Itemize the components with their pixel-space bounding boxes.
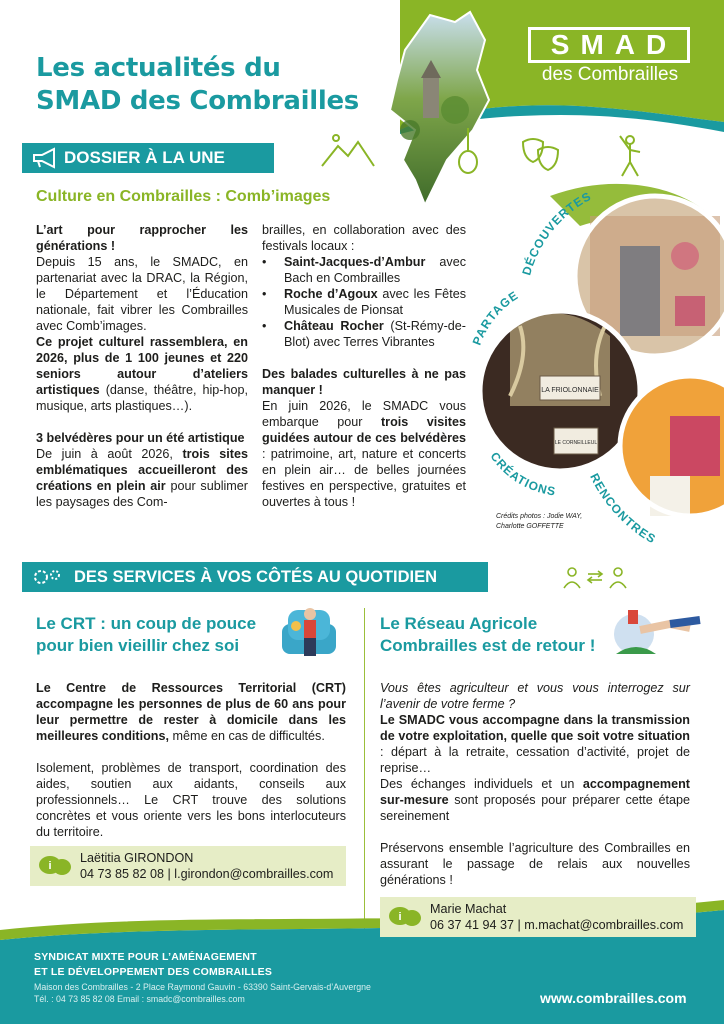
title-line-1: Les actualités du [36, 53, 281, 83]
label-decouvertes: DÉCOUVERTES [519, 188, 594, 277]
smad-logo [528, 27, 690, 63]
theatre-masks-icon [523, 139, 558, 170]
website-link[interactable]: www.combrailles.com [540, 990, 687, 1006]
svg-text:i: i [398, 911, 402, 923]
logo-main-text: SMAD [550, 29, 678, 60]
label-creations: CRÉATIONS [487, 449, 558, 499]
p4-bold: trois visites guidées autour de ces belvédères [262, 415, 466, 445]
agri-body: Vous êtes agriculteur et vous vous interrogez sur l’avenir de votre ferme ? Le SMADC vous accompagne dans la transmission de votre exploitation, quelle que soit votre situation : départ à la retraite, cessation d’activité, projet de reprise… Des échanges individuels et un accompagnement sur-mesure sont proposés pour préparer cette étape sereinement Préservons ensemble l’agriculture des Combrailles en assurant le passage de relais aux nouvelles générations ! [380, 681, 690, 887]
dossier-column-a [36, 222, 248, 510]
p3-heading: 3 belvédères pour un été artistique [36, 431, 245, 445]
p1-heading: L’art pour rapprocher les générations ! [36, 223, 248, 253]
agri-contact-name: Marie Machat [430, 902, 507, 916]
p3-text-a: De juin à août 2026, [36, 447, 183, 461]
senior-armchair-illustration [278, 600, 340, 664]
photo-credits: Crédits photos : Jodie WAY, Charlotte GOFFETTE [496, 513, 583, 530]
svg-text:LA FRIOLONNAIE: LA FRIOLONNAIE [541, 387, 599, 394]
exchange-people-icon [562, 564, 628, 590]
services-banner-label: DES SERVICES À VOS CÔTÉS AU QUOTIDIEN [74, 567, 438, 586]
p2-text: (danse, théâtre, hip-hop, musique, arts plastiques…). [36, 383, 248, 413]
crt-body: Le Centre de Ressources Territorial (CRT) accompagne les personnes de plus de 60 ans pour leur permettre de rester à domicile dans les meilleures conditions, même en cas de difficultés. Isolement, problèmes de transport, coordination des aides, soutien aux aidants, conseils aux professionnels… Le CRT trouve des solutions concrètes et vous oriente vers les bons interlocuteurs du territoire. [36, 681, 346, 839]
p4-heading: Des balades culturelles à ne pas manquer ! [262, 367, 466, 397]
agri-title: Le Réseau Agricole Combrailles est de retour ! [380, 614, 596, 655]
mountain-icon [322, 135, 374, 166]
agri-contact-info[interactable]: 06 37 41 94 37 | m.machat@combrailles.com [430, 918, 684, 932]
logo-subtitle: des Combrailles [541, 64, 679, 85]
sign-corneilleul [554, 428, 598, 454]
crt-contact-info[interactable]: 04 73 85 82 08 | l.girondon@combrailles.com [80, 867, 334, 881]
info-chat-icon [38, 853, 72, 879]
dossier-column-b [262, 222, 466, 510]
svg-text:i: i [48, 860, 52, 872]
crt-title: Le CRT : un coup de pouce pour bien vieillir chez soi [36, 614, 257, 655]
title-line-2: SMAD des Combrailles [36, 86, 359, 116]
label-partage: PARTAGE [470, 288, 521, 348]
gears-icon [30, 566, 66, 588]
p4-text-a: En juin 2026, le SMADC vous embarque pour [262, 399, 466, 429]
list-item: • Roche d’Agoux avec les Fêtes Musicales de Pionsat [262, 286, 466, 318]
festival-list [262, 254, 466, 350]
megaphone-icon [30, 147, 60, 169]
list-item: • Château Rocher (St-Rémy-de-Blot) avec Terres Vibrantes [262, 318, 466, 350]
culture-icons [318, 122, 648, 182]
footer-organization: SYNDICAT MIXTE POUR L’AMÉNAGEMENT ET LE DÉVELOPPEMENT DES COMBRAILLES [34, 951, 273, 978]
label-rencontres: RENCONTRES [587, 471, 659, 547]
p3-text-b: pour sublimer les paysages des Com- [36, 479, 248, 509]
footer-address: Maison des Combrailles - 2 Place Raymond Gauvin - 63390 Saint-Gervais-d’Auvergne Tél. : 04 73 85 82 08 Email : smadc@combrailles.com [34, 982, 371, 1004]
p1-text: Depuis 15 ans, le SMADC, en partenariat avec la DRAC, la Région, le Département et l’Éducation nationale, fait vibrer les Combrailles avec Comb’images. [36, 255, 248, 333]
services-banner [22, 562, 488, 592]
sign-friolonnaie [540, 376, 600, 400]
guitar-icon [459, 128, 477, 173]
svg-text:LE CORNEILLEUL: LE CORNEILLEUL [554, 440, 598, 446]
p2-bold: Ce projet culturel rassemblera, en 2026, plus de 1 100 jeunes et 220 seniors autour d’ateliers artistiques [36, 335, 248, 397]
crt-contact-name: Laëtitia GIRONDON [80, 851, 194, 865]
agri-contact-box [380, 897, 696, 937]
info-chat-icon [388, 904, 422, 930]
colb-intro: brailles, en collaboration avec des festivals locaux : [262, 223, 466, 253]
list-item: • Saint-Jacques-d’Ambur avec Bach en Combrailles [262, 254, 466, 286]
performer-icon [620, 136, 640, 176]
dossier-subtitle: Culture en Combrailles : Comb’images [36, 188, 331, 205]
p3-bold: trois sites emblématiques accueilleront des créations en plein air [36, 447, 248, 493]
dossier-banner-label: DOSSIER À LA UNE [64, 148, 225, 167]
p4-text-b: : patrimoine, art, nature et concerts en plein air… de belles journées festives en perspective, gratuites et ouvertes à tous ! [262, 447, 466, 509]
dossier-banner [22, 143, 274, 173]
photo-collage [470, 176, 724, 552]
page-title [36, 52, 359, 118]
handshake-illustration [610, 600, 706, 658]
